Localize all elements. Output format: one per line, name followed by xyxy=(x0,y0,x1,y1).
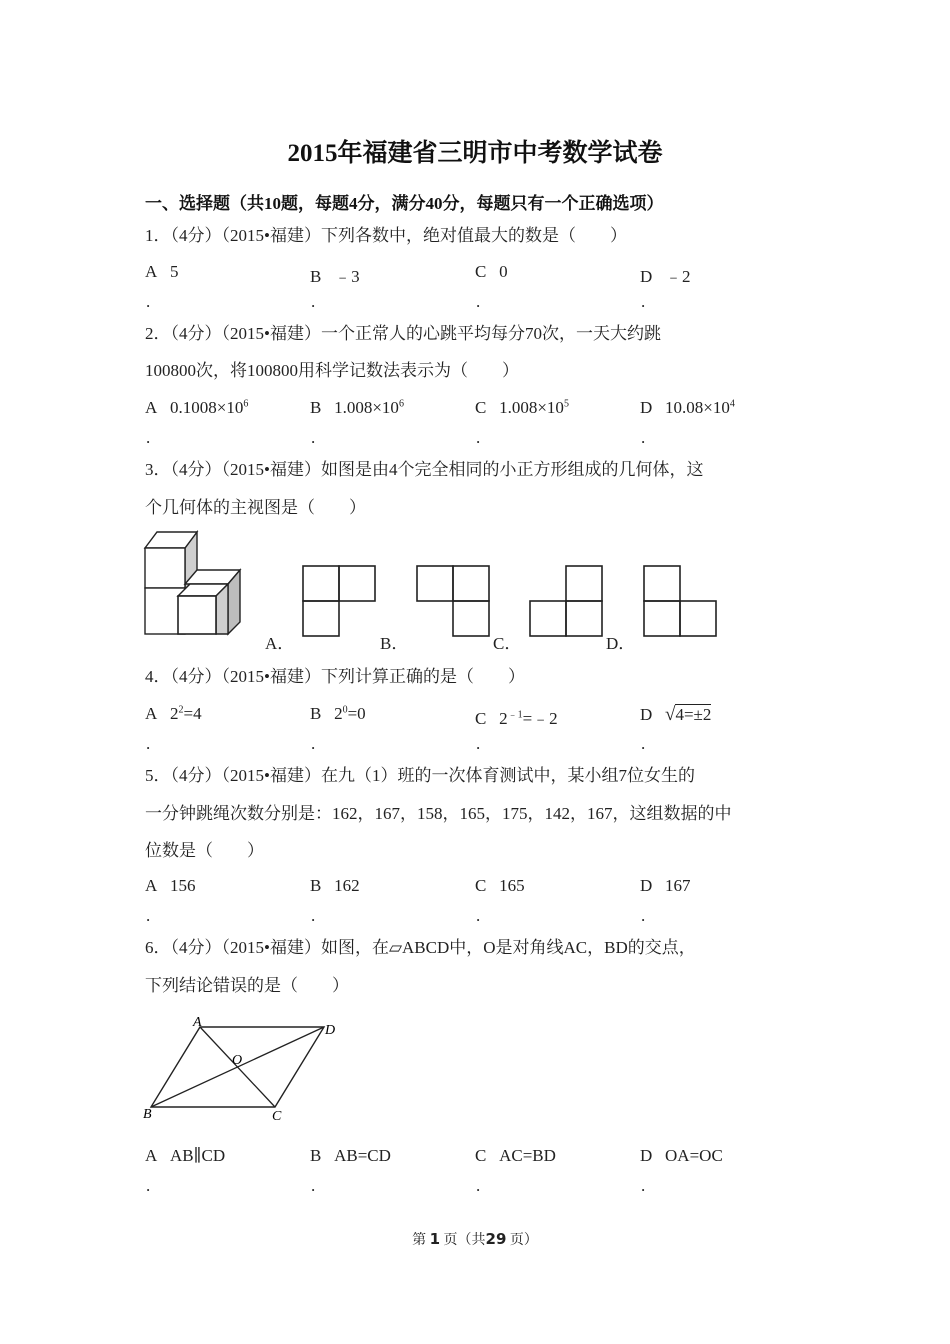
option-text: AB∥CD xyxy=(170,1146,226,1165)
label-o: O xyxy=(232,1053,243,1068)
footer-total-pages: 29 xyxy=(485,1230,507,1248)
q3-option-c-label[interactable]: C． xyxy=(493,634,522,653)
option-letter: D xyxy=(640,398,653,417)
option-dot: . xyxy=(476,292,481,311)
question-5-line-1: 5．（4分）（2015•福建）在九（1）班的一次体育测试中，某小组7位女生的 xyxy=(145,766,695,785)
option-text: 4=±2 xyxy=(675,705,712,724)
option-text: AB=CD xyxy=(334,1146,391,1165)
option-dot: . xyxy=(146,906,151,925)
page-footer xyxy=(0,1229,950,1249)
q1-option-d[interactable] xyxy=(640,262,691,287)
footer-suffix: 页） xyxy=(509,1233,538,1248)
option-dot: . xyxy=(146,292,151,311)
q2-option-c[interactable] xyxy=(475,398,569,418)
option-dot: . xyxy=(641,734,646,753)
option-text: 165 xyxy=(499,876,525,895)
option-letter: B xyxy=(310,704,322,723)
option-letter: C xyxy=(475,709,487,728)
option-letter: B xyxy=(310,398,322,417)
option-letter: B xyxy=(310,876,322,895)
q1-option-b[interactable] xyxy=(310,262,360,287)
q5-option-a[interactable] xyxy=(145,876,196,896)
exponent: 5 xyxy=(563,398,569,410)
label-a: A xyxy=(193,1015,202,1030)
question-5-line-2: 一分钟跳绳次数分别是：162，167，158，165，175，142，167，这组数据的中 xyxy=(145,804,732,823)
option-dot: . xyxy=(476,1176,481,1195)
q3-solid-figure xyxy=(140,526,250,641)
q4-option-a[interactable] xyxy=(145,704,202,724)
q6-option-d[interactable] xyxy=(640,1146,723,1166)
question-6-line-2: 下列结论错误的是（ ） xyxy=(145,976,349,995)
option-text: 0.1008×10 xyxy=(170,398,244,417)
radical-sign: √ xyxy=(665,704,676,725)
question-4-line-1: 4．（4分）（2015•福建）下列计算正确的是（ ） xyxy=(145,667,525,686)
q4-option-c[interactable] xyxy=(475,704,558,729)
exponent: 2 xyxy=(178,704,184,716)
q4-option-d[interactable] xyxy=(640,704,711,726)
exponent: ﹣1 xyxy=(507,709,523,721)
option-text: 0 xyxy=(499,262,508,281)
q1-option-a[interactable] xyxy=(145,262,179,282)
option-letter: C xyxy=(475,262,487,281)
option-dot: . xyxy=(476,906,481,925)
exponent: 0 xyxy=(342,704,348,716)
option-dot: . xyxy=(146,1176,151,1195)
page-title: 2015年福建省三明市中考数学试卷 xyxy=(287,140,663,167)
option-text: 1.008×10 xyxy=(499,398,564,417)
option-letter: C xyxy=(475,876,487,895)
option-text: 156 xyxy=(170,876,196,895)
option-text: =﹣2 xyxy=(522,709,558,728)
option-text: ﹣2 xyxy=(665,267,691,286)
q4-option-b[interactable] xyxy=(310,704,366,724)
option-letter: D xyxy=(640,876,653,895)
option-dot: . xyxy=(311,428,316,447)
option-dot: . xyxy=(476,734,481,753)
option-dot: . xyxy=(641,906,646,925)
q3-option-b-figure[interactable] xyxy=(414,563,494,639)
footer-middle: 页（共 xyxy=(443,1233,486,1248)
question-6-line-1: 6．（4分）（2015•福建）如图，在▱ABCD中，O是对角线AC，BD的交点， xyxy=(145,938,696,957)
q3-option-a-figure[interactable] xyxy=(300,563,380,639)
exponent: 6 xyxy=(243,398,249,410)
option-dot: . xyxy=(311,1176,316,1195)
option-text: 2 xyxy=(170,704,179,723)
q3-option-d-figure[interactable] xyxy=(641,563,721,639)
q5-option-b[interactable] xyxy=(310,876,360,896)
q5-option-c[interactable] xyxy=(475,876,525,896)
option-text: 2 xyxy=(499,709,508,728)
label-b: B xyxy=(143,1107,152,1122)
option-letter: C xyxy=(475,398,487,417)
option-text: 10.08×10 xyxy=(665,398,730,417)
option-dot: . xyxy=(311,292,316,311)
question-1-line-1: 1．（4分）（2015•福建）下列各数中，绝对值最大的数是（ ） xyxy=(145,226,627,245)
option-letter: C xyxy=(475,1146,487,1165)
q3-option-a-label[interactable]: A． xyxy=(265,634,295,653)
option-letter: A xyxy=(145,704,158,723)
q6-option-c[interactable] xyxy=(475,1146,556,1166)
option-dot: . xyxy=(146,428,151,447)
q2-option-b[interactable] xyxy=(310,398,404,418)
option-letter: A xyxy=(145,262,158,281)
exponent: 6 xyxy=(398,398,404,410)
option-letter: D xyxy=(640,1146,653,1165)
option-text: 162 xyxy=(334,876,360,895)
footer-page-number: 1 xyxy=(429,1230,441,1248)
q1-option-c[interactable] xyxy=(475,262,508,282)
option-letter: A xyxy=(145,876,158,895)
question-3-line-2: 个几何体的主视图是（ ） xyxy=(145,498,366,517)
option-text: ﹣3 xyxy=(334,267,360,286)
option-dot: . xyxy=(311,734,316,753)
question-3-line-1: 3．（4分）（2015•福建）如图是由4个完全相同的小正方形组成的几何体，这 xyxy=(145,460,704,479)
option-dot: . xyxy=(311,906,316,925)
q5-option-d[interactable] xyxy=(640,876,691,896)
option-dot: . xyxy=(641,292,646,311)
option-text: 2 xyxy=(334,704,343,723)
label-d: D xyxy=(325,1023,336,1038)
exponent: 4 xyxy=(729,398,735,410)
option-dot: . xyxy=(146,734,151,753)
q6-parallelogram-figure xyxy=(138,1012,348,1127)
option-text: 167 xyxy=(665,876,691,895)
question-2-line-2: 100800次，将100800用科学记数法表示为（ ） xyxy=(145,361,519,380)
option-letter: A xyxy=(145,1146,158,1165)
q6-option-a[interactable] xyxy=(145,1146,225,1166)
option-text: 5 xyxy=(170,262,179,281)
option-text: =0 xyxy=(347,704,366,723)
footer-prefix: 第 xyxy=(412,1233,427,1248)
section-heading: 一、选择题（共10题，每题4分，满分40分，每题只有一个正确选项） xyxy=(145,194,664,213)
q6-option-b[interactable] xyxy=(310,1146,391,1166)
label-c: C xyxy=(272,1109,282,1124)
option-letter: B xyxy=(310,267,322,286)
q2-option-d[interactable] xyxy=(640,398,735,418)
option-dot: . xyxy=(476,428,481,447)
option-letter: A xyxy=(145,398,158,417)
option-letter: B xyxy=(310,1146,322,1165)
option-text: AC=BD xyxy=(499,1146,556,1165)
option-text: 1.008×10 xyxy=(334,398,399,417)
q3-option-c-figure[interactable] xyxy=(527,563,607,639)
option-text: =4 xyxy=(183,704,202,723)
question-2-line-1: 2．（4分）（2015•福建）一个正常人的心跳平均每分70次，一天大约跳 xyxy=(145,324,661,343)
question-5-line-3: 位数是（ ） xyxy=(145,841,264,860)
option-text: OA=OC xyxy=(665,1146,723,1165)
q3-option-d-label[interactable]: D． xyxy=(606,634,636,653)
option-dot: . xyxy=(641,1176,646,1195)
q3-option-b-label[interactable]: B． xyxy=(380,634,409,653)
option-letter: D xyxy=(640,267,653,286)
option-dot: . xyxy=(641,428,646,447)
q2-option-a[interactable] xyxy=(145,398,248,418)
option-letter: D xyxy=(640,705,653,724)
